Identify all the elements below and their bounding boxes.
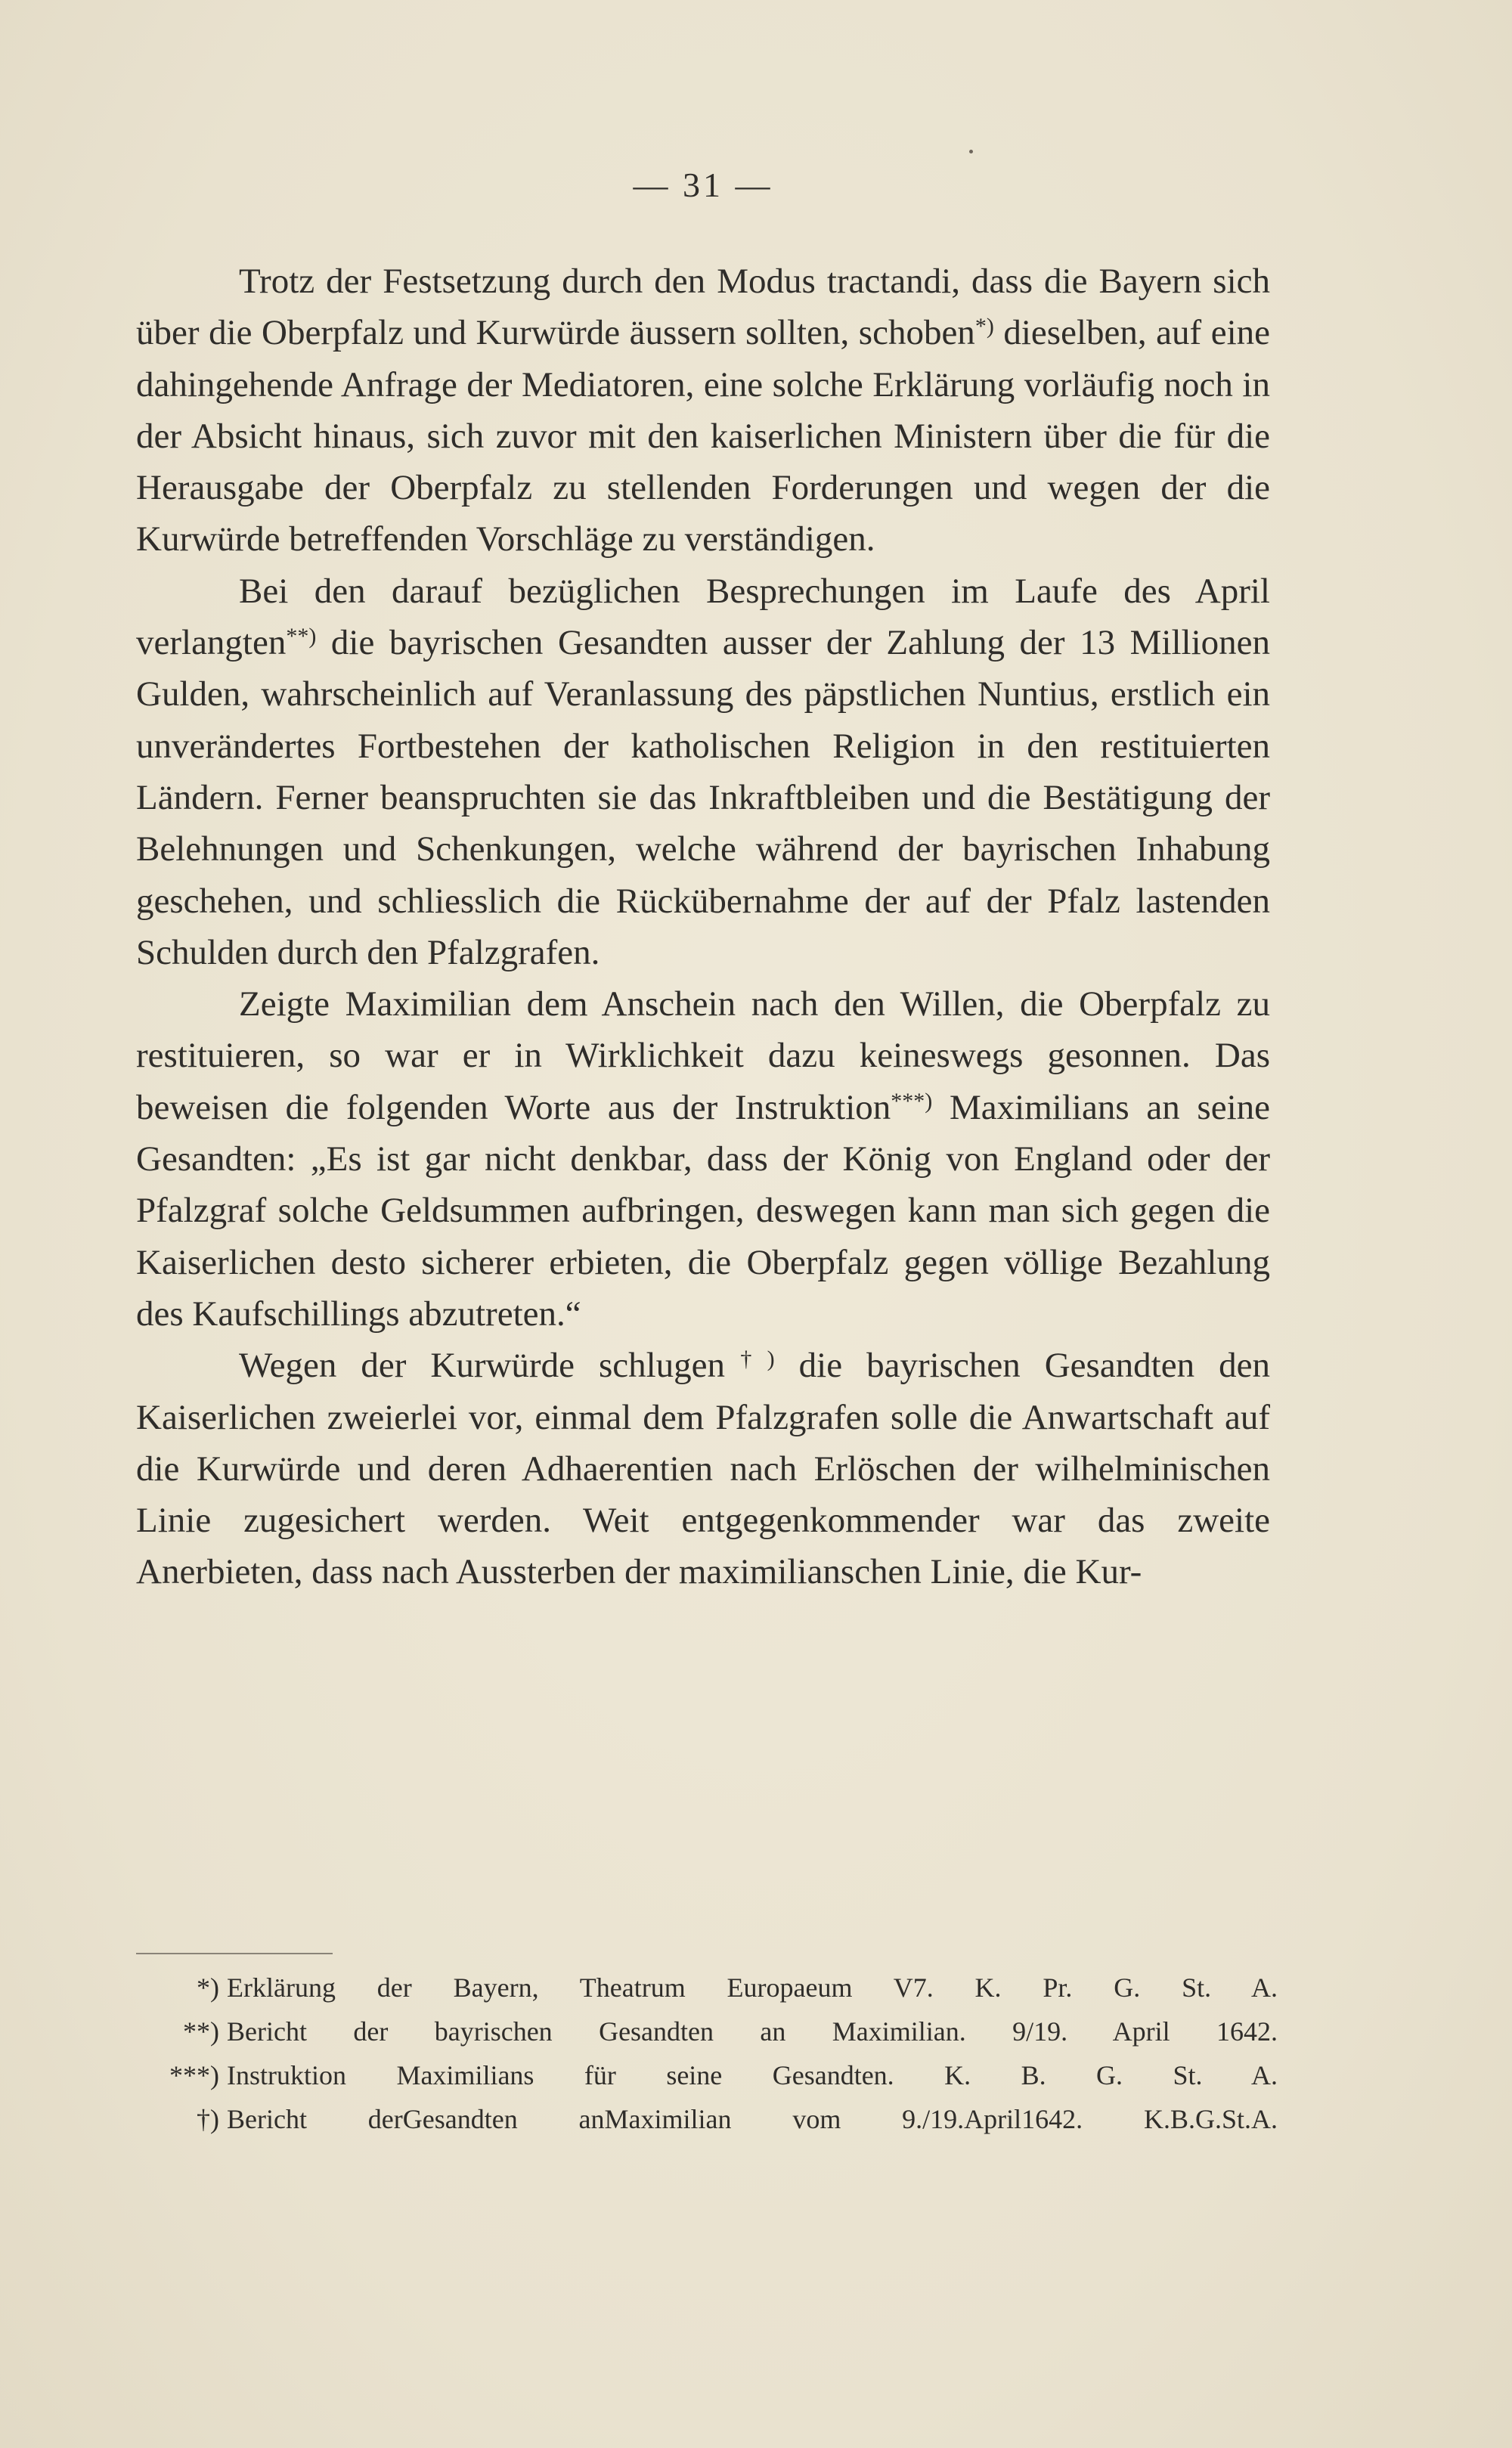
footnote-mark: **) xyxy=(183,2016,219,2047)
footnote-separator xyxy=(136,1953,333,1954)
footnote-mark: †) xyxy=(197,2104,219,2134)
footnote-ref-4: †) xyxy=(725,1346,775,1372)
footnote-mark: ***) xyxy=(169,2060,219,2090)
footnote-text: Erklärung der Bayern, Theatrum Europaeum V7. K. Pr. G. St. A. xyxy=(227,1972,1278,2003)
footnote-mark: *) xyxy=(197,1972,219,2003)
footnote-ref-1: *) xyxy=(974,314,994,339)
footnote-text: Instruktion Maximilians für seine Gesandten. K. B. G. St. A. xyxy=(227,2060,1278,2090)
footnote-2 xyxy=(136,2010,1278,2053)
paragraph-2: Bei den darauf bezüglichen Besprechungen im Laufe des April verlangten**) die bayrischen Gesandten ausser der Zahlung der 13 Millionen Gulden, wahrscheinlich auf Veranlassung des päpstlichen Nuntius, erstlich ein unverändertes Fortbestehen der katholischen Religion in den restituierten Ländern. Ferner beanspruchten sie das Inkraftbleiben und die Bestätigung der Belehnungen und Schenkungen, welche während der bayrischen Inhabung geschehen, und schliesslich die Rückübernahme der auf der Pfalz lastenden Schulden durch den Pfalzgrafen. xyxy=(136,571,1270,972)
footnotes xyxy=(136,1966,1278,2141)
footnote-text: Bericht der bayrischen Gesandten an Maximilian. 9/19. April 1642. xyxy=(227,2016,1278,2047)
paragraph-4: Wegen der Kurwürde schlugen†) die bayrischen Gesandten den Kaiserlichen zweierlei vor, einmal dem Pfalzgrafen solle die Anwartschaft auf die Kurwürde und deren Adhaerentien nach Erlöschen der wilhelminischen Linie zugesichert werden. Weit entgegenkommender war das zweite Anerbieten, dass nach Aussterben der maximilianschen Linie, die Kur- xyxy=(136,1346,1270,1592)
footnote-text: Bericht derGesandten anMaximilian vom 9./19.April1642. K.B.G.St.A. xyxy=(227,2104,1278,2134)
footnote-1 xyxy=(136,1966,1278,2010)
paper-speck xyxy=(969,150,973,153)
footnote-3 xyxy=(136,2053,1278,2097)
footnote-ref-3: ***) xyxy=(891,1088,933,1114)
page-number: — 31 — xyxy=(633,166,773,204)
footnote-4 xyxy=(136,2097,1278,2141)
paragraph-3: Zeigte Maximilian dem Anschein nach den Willen, die Oberpfalz zu restituieren, so war er in Wirklichkeit dazu keineswegs gesonnen. Das beweisen die folgenden Worte aus der Instruktion***) Maximilians an seine Gesandten: „Es ist gar nicht denkbar, dass der König von England oder der Pfalzgraf solche Geldsummen aufbringen, deswegen kann man sich gegen die Kaiserlichen desto sicherer erbieten, die Oberpfalz gegen völlige Bezahlung des Kaufschillings abzutreten.“ xyxy=(136,984,1270,1334)
footnote-ref-2: **) xyxy=(286,624,317,649)
paragraph-1: Trotz der Festsetzung durch den Modus tractandi, dass die Bayern sich über die Oberpfalz und Kurwürde äussern sollten, schoben*) dieselben, auf eine dahingehende Anfrage der Mediatoren, eine solche Erklärung vorläufig noch in der Absicht hinaus, sich zuvor mit den kaiserlichen Ministern über die für die Herausgabe der Oberpfalz zu stellenden Forderungen und wegen der die Kurwürde betreffenden Vorschläge zu verständigen. xyxy=(136,262,1271,559)
main-text xyxy=(136,256,1270,1598)
